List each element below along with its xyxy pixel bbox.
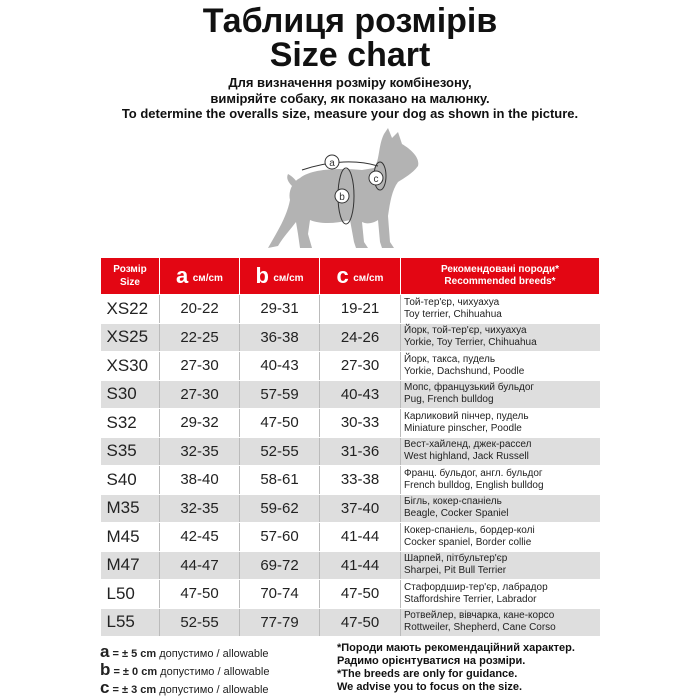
header-b-letter: b: [255, 263, 269, 288]
c-cell: 37-40: [320, 494, 401, 523]
a-cell: 32-35: [160, 494, 240, 523]
tolerance-b-text: допустимо / allowable: [160, 666, 270, 678]
breed-cell: [401, 437, 600, 466]
size-cell: S32: [101, 409, 160, 438]
breed-en: Beagle, Cocker Spaniel: [404, 508, 509, 520]
breed-ua: Йорк, той-тер'єр, чихуахуа: [404, 325, 527, 337]
header-b-unit: см/cm: [273, 273, 304, 284]
c-cell: 33-38: [320, 466, 401, 495]
breed-ua: Мопс, французький бульдог: [404, 382, 535, 394]
breed-en: West highland, Jack Russell: [404, 451, 529, 463]
a-cell: 20-22: [160, 295, 240, 324]
a-cell: 47-50: [160, 580, 240, 609]
breed-ua: Кокер-спаніель, бордер-колі: [404, 524, 535, 536]
breed-ua: Шарпей, пітбультер'єр: [404, 553, 508, 565]
table-row: [101, 295, 600, 324]
page-title-ua: Таблиця розмірів: [202, 2, 498, 40]
c-cell: 30-33: [320, 409, 401, 438]
table-row: [101, 380, 600, 409]
header-size: [101, 258, 160, 295]
note-line4: We advise you to focus on the size.: [337, 681, 523, 693]
b-cell: 59-62: [240, 494, 320, 523]
a-cell: 42-45: [160, 523, 240, 552]
table-row: [101, 523, 600, 552]
measure-label-b: b: [339, 192, 345, 203]
table-row: [101, 352, 600, 381]
header-a-letter: a: [176, 263, 189, 288]
breed-cell: [401, 380, 600, 409]
header-size-en: Size: [119, 277, 140, 288]
c-cell: 40-43: [320, 380, 401, 409]
breed-en: Sharpei, Pit Bull Terrier: [404, 565, 507, 577]
a-cell: 44-47: [160, 551, 240, 580]
breed-en: Yorkie, Dachshund, Poodle: [404, 365, 525, 377]
breed-cell: [401, 466, 600, 495]
c-cell: 27-30: [320, 352, 401, 381]
tolerance-a-value: = ± 5 cm: [112, 648, 157, 660]
c-cell: 31-36: [320, 437, 401, 466]
c-cell: 41-44: [320, 523, 401, 552]
tolerance-a-text: допустимо / allowable: [159, 648, 269, 660]
breed-ua: Вест-хайленд, джек-рассел: [404, 439, 532, 451]
subtitle-en: To determine the overalls size, measure your dog as shown in the picture.: [121, 106, 579, 121]
header-size-ua: Розмір: [113, 264, 147, 275]
table-row: [101, 409, 600, 438]
breed-en: Cocker spaniel, Border collie: [404, 536, 532, 548]
tolerance-b-value: = ± 0 cm: [113, 666, 158, 678]
note-line2: Радимо орієнтуватися на розміри.: [337, 655, 526, 667]
b-cell: 57-59: [240, 380, 320, 409]
size-cell: L55: [101, 608, 160, 637]
measure-label-a: a: [329, 158, 335, 169]
c-cell: 19-21: [320, 295, 401, 324]
header-c: [320, 258, 401, 295]
size-cell: S35: [101, 437, 160, 466]
size-cell: M45: [101, 523, 160, 552]
table-row: [101, 466, 600, 495]
b-cell: 57-60: [240, 523, 320, 552]
breed-ua: Франц. бульдог, англ. бульдог: [404, 467, 543, 479]
c-cell: 24-26: [320, 323, 401, 352]
breed-cell: [401, 494, 600, 523]
header-a-unit: см/cm: [192, 273, 223, 284]
page-title-en: Size chart: [269, 36, 431, 74]
breed-cell: [401, 352, 600, 381]
breed-cell: [401, 295, 600, 324]
tolerance-a: [100, 643, 269, 660]
table-row: [101, 437, 600, 466]
size-table: [100, 257, 600, 637]
size-cell: XS22: [101, 295, 160, 324]
b-cell: 69-72: [240, 551, 320, 580]
table-row: [101, 494, 600, 523]
header-b: [240, 258, 320, 295]
header-c-letter: c: [336, 263, 349, 288]
a-cell: 27-30: [160, 380, 240, 409]
header-breeds-en: Recommended breeds*: [444, 276, 556, 287]
subtitle-ua-line2: виміряйте собаку, як показано на малюнку.: [210, 91, 490, 106]
measure-label-c: c: [373, 174, 379, 185]
breed-en: Staffordshire Terrier, Labrador: [404, 593, 537, 605]
b-cell: 36-38: [240, 323, 320, 352]
a-cell: 52-55: [160, 608, 240, 637]
size-cell: XS25: [101, 323, 160, 352]
breed-en: French bulldog, English bulldog: [404, 479, 544, 491]
dog-silhouette: [268, 128, 418, 248]
table-body: [101, 295, 600, 637]
size-cell: M35: [101, 494, 160, 523]
b-cell: 47-50: [240, 409, 320, 438]
b-cell: 40-43: [240, 352, 320, 381]
breed-en: Toy terrier, Chihuahua: [404, 308, 502, 320]
tolerance-b: [100, 661, 269, 678]
size-cell: S40: [101, 466, 160, 495]
breed-ua: Ротвейлер, вівчарка, кане-корсо: [404, 610, 555, 622]
a-cell: 22-25: [160, 323, 240, 352]
size-cell: XS30: [101, 352, 160, 381]
breed-cell: [401, 608, 600, 637]
breed-ua: Карликовий пінчер, пудель: [404, 410, 529, 422]
table-row: [101, 551, 600, 580]
breed-cell: [401, 551, 600, 580]
tolerance-c-value: = ± 3 cm: [112, 684, 157, 696]
tolerance-c: [100, 679, 269, 696]
c-cell: 47-50: [320, 580, 401, 609]
a-cell: 27-30: [160, 352, 240, 381]
a-cell: 32-35: [160, 437, 240, 466]
breed-cell: [401, 409, 600, 438]
breed-ua: Той-тер'єр, чихуахуа: [404, 296, 500, 308]
header-breeds: [401, 258, 600, 295]
measure-line-a: [302, 162, 378, 170]
b-cell: 70-74: [240, 580, 320, 609]
breed-cell: [401, 523, 600, 552]
dog-measurement-diagram: [262, 124, 442, 256]
table-header-row: [101, 258, 600, 295]
breed-en: Pug, French bulldog: [404, 394, 494, 406]
subtitle-ua-line1: Для визначення розміру комбінезону,: [228, 75, 472, 90]
size-cell: S30: [101, 380, 160, 409]
b-cell: 58-61: [240, 466, 320, 495]
tolerance-c-letter: c: [100, 678, 110, 697]
a-cell: 38-40: [160, 466, 240, 495]
breed-en: Rottweiler, Shepherd, Cane Corso: [404, 622, 556, 634]
breed-ua: Стафордшир-тер'єр, лабрадор: [404, 581, 548, 593]
b-cell: 77-79: [240, 608, 320, 637]
size-cell: L50: [101, 580, 160, 609]
b-cell: 29-31: [240, 295, 320, 324]
table-row: [101, 608, 600, 637]
c-cell: 47-50: [320, 608, 401, 637]
size-cell: M47: [101, 551, 160, 580]
breed-cell: [401, 323, 600, 352]
breed-ua: Бігль, кокер-спаніель: [404, 496, 502, 508]
c-cell: 41-44: [320, 551, 401, 580]
breed-ua: Йорк, такса, пудель: [404, 353, 496, 365]
a-cell: 29-32: [160, 409, 240, 438]
note-line3: *The breeds are only for guidance.: [337, 668, 518, 680]
breed-en: Miniature pinscher, Poodle: [404, 422, 522, 434]
header-breeds-ua: Рекомендовані породи*: [440, 264, 560, 275]
table-row: [101, 323, 600, 352]
tolerance-b-letter: b: [100, 660, 111, 679]
note-line1: *Породи мають рекомендаційний характер.: [337, 642, 575, 654]
header-c-unit: см/cm: [353, 273, 384, 284]
breed-cell: [401, 580, 600, 609]
tolerance-c-text: допустимо / allowable: [159, 684, 269, 696]
header-a: [160, 258, 240, 295]
table-row: [101, 580, 600, 609]
breed-en: Yorkie, Toy Terrier, Chihuahua: [404, 337, 537, 349]
b-cell: 52-55: [240, 437, 320, 466]
tolerance-a-letter: a: [100, 642, 110, 661]
